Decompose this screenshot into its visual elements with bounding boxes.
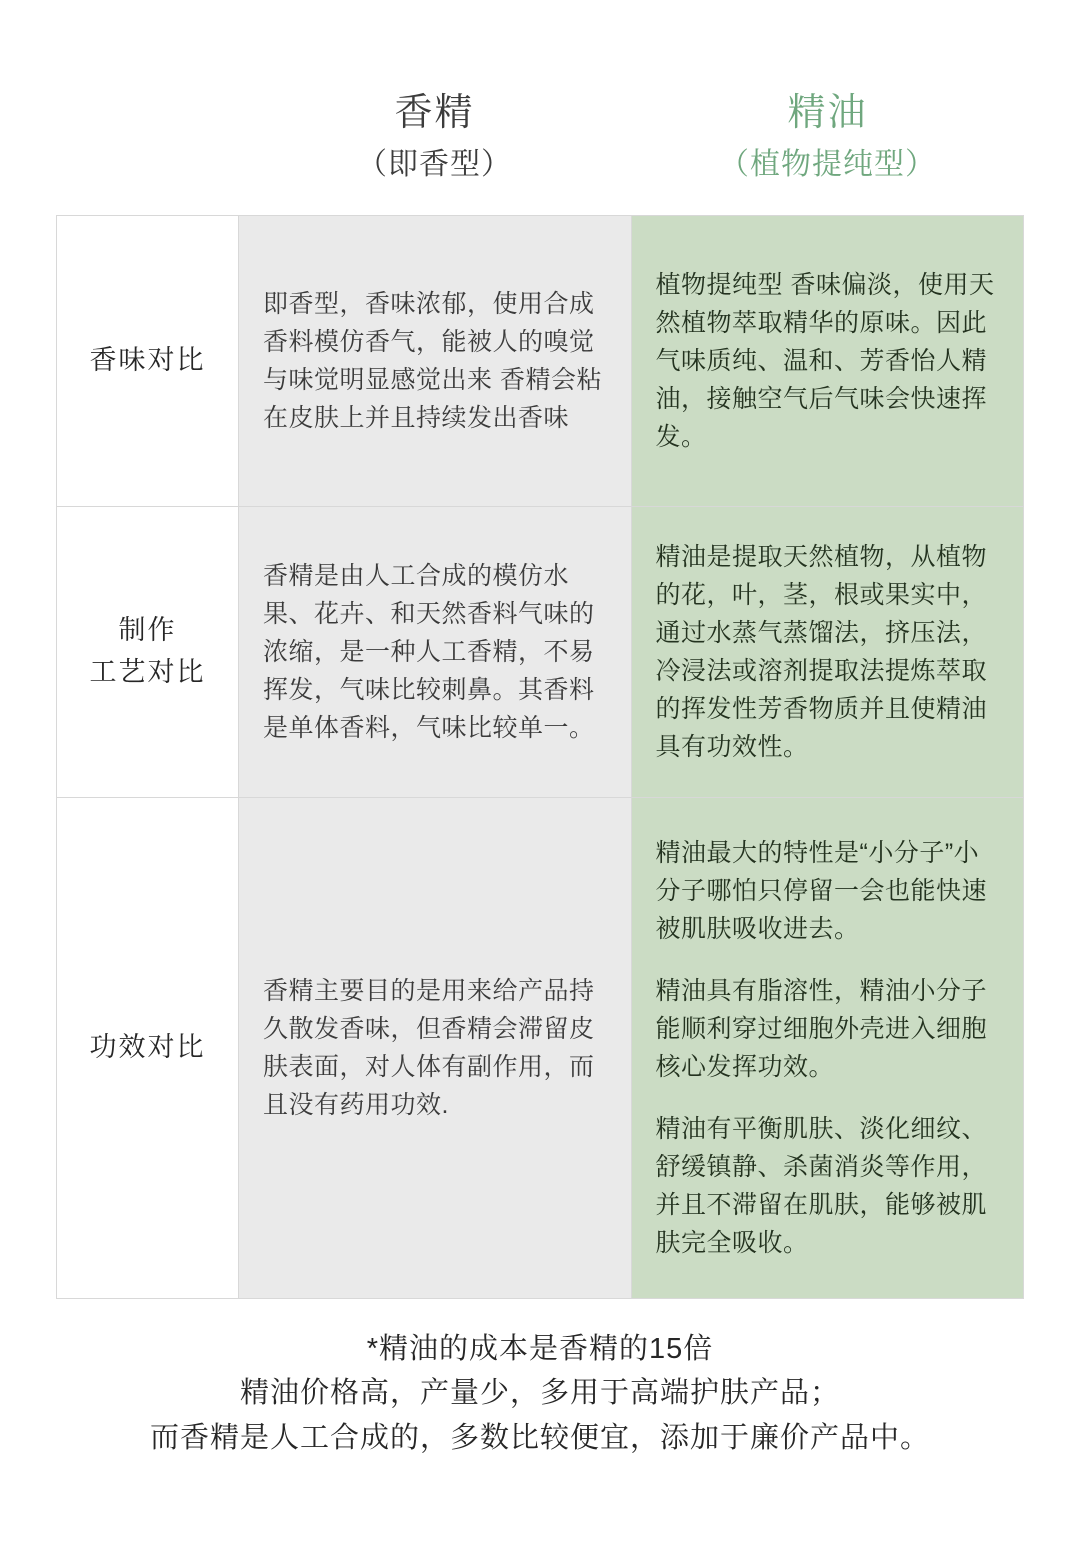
row-label: 香味对比 — [57, 216, 239, 506]
header-spacer — [56, 90, 238, 187]
row-cell-essential-oil-text — [656, 538, 1000, 766]
paragraph: 植物提纯型 香味偏淡，使用天然植物萃取精华的原味。因此气味质纯、温和、芳香怡人精油，接触空气后气味会快速挥发。 — [655, 270, 995, 451]
row-cell-fragrance — [239, 216, 632, 506]
header-column-essential-oil — [631, 90, 1024, 187]
row-cell-essential-oil — [632, 798, 1024, 1298]
row-label — [57, 507, 239, 797]
row-label-line2: 工艺对比 — [89, 656, 206, 687]
essential-oil-title: 精油 — [787, 92, 868, 134]
row-cell-fragrance — [239, 507, 632, 797]
row-label: 功效对比 — [57, 798, 239, 1298]
row-cell-fragrance-text: 香精主要目的是用来给产品持久散发香味，但香精会滞留皮肤表面，对人体有副作用，而且没有药用功效. — [263, 976, 595, 1119]
row-cell-essential-oil — [632, 216, 1024, 506]
table-row — [57, 507, 1023, 798]
essential-oil-subtitle: （植物提纯型） — [719, 147, 936, 181]
table-row — [57, 216, 1023, 507]
footer-line-3: 而香精是人工合成的，多数比较便宜，添加于廉价产品中。 — [149, 1422, 930, 1455]
footer-note — [0, 1327, 1080, 1462]
row-cell-essential-oil — [632, 507, 1024, 797]
paragraph: 精油是提取天然植物，从植物的花，叶，茎，根或果实中，通过水蒸气蒸馏法，挤压法，冷浸法或溶剂提取法提炼萃取的挥发性芳香物质并且使精油具有功效性。 — [655, 542, 988, 761]
paragraph: 精油具有脂溶性，精油小分子能顺利穿过细胞外壳进入细胞核心发挥功效。 — [655, 976, 988, 1081]
row-cell-fragrance-text: 香精是由人工合成的模仿水果、花卉、和天然香料气味的浓缩，是一种人工香精，不易挥发，气味比较刺鼻。其香料是单体香料，气味比较单一。 — [263, 561, 595, 742]
row-cell-fragrance-text: 即香型，香味浓郁，使用合成香料模仿香气，能被人的嗅觉与味觉明显感觉出来 香精会粘在皮肤上并且持续发出香味 — [263, 289, 602, 432]
footer-line-1: *精油的成本是香精的15倍 — [366, 1332, 714, 1365]
header-column-fragrance — [238, 90, 631, 187]
comparison-table — [56, 215, 1024, 1299]
row-label-line1: 制作 — [118, 614, 177, 645]
row-cell-essential-oil-text — [656, 266, 1000, 456]
fragrance-title: 香精 — [394, 92, 475, 134]
row-cell-fragrance — [239, 798, 632, 1298]
table-row — [57, 798, 1023, 1298]
fragrance-subtitle: （即香型） — [357, 147, 512, 181]
row-cell-essential-oil-text — [656, 834, 1000, 1262]
paragraph: 精油有平衡肌肤、淡化细纹、舒缓镇静、杀菌消炎等作用，并且不滞留在肌肤，能够被肌肤完全吸收。 — [655, 1114, 988, 1257]
footer-line-2: 精油价格高，产量少，多用于高端护肤产品； — [239, 1377, 840, 1410]
paragraph: 精油最大的特性是“小分子”小分子哪怕只停留一会也能快速被肌肤吸收进去。 — [655, 838, 988, 943]
header-row — [0, 0, 1080, 187]
